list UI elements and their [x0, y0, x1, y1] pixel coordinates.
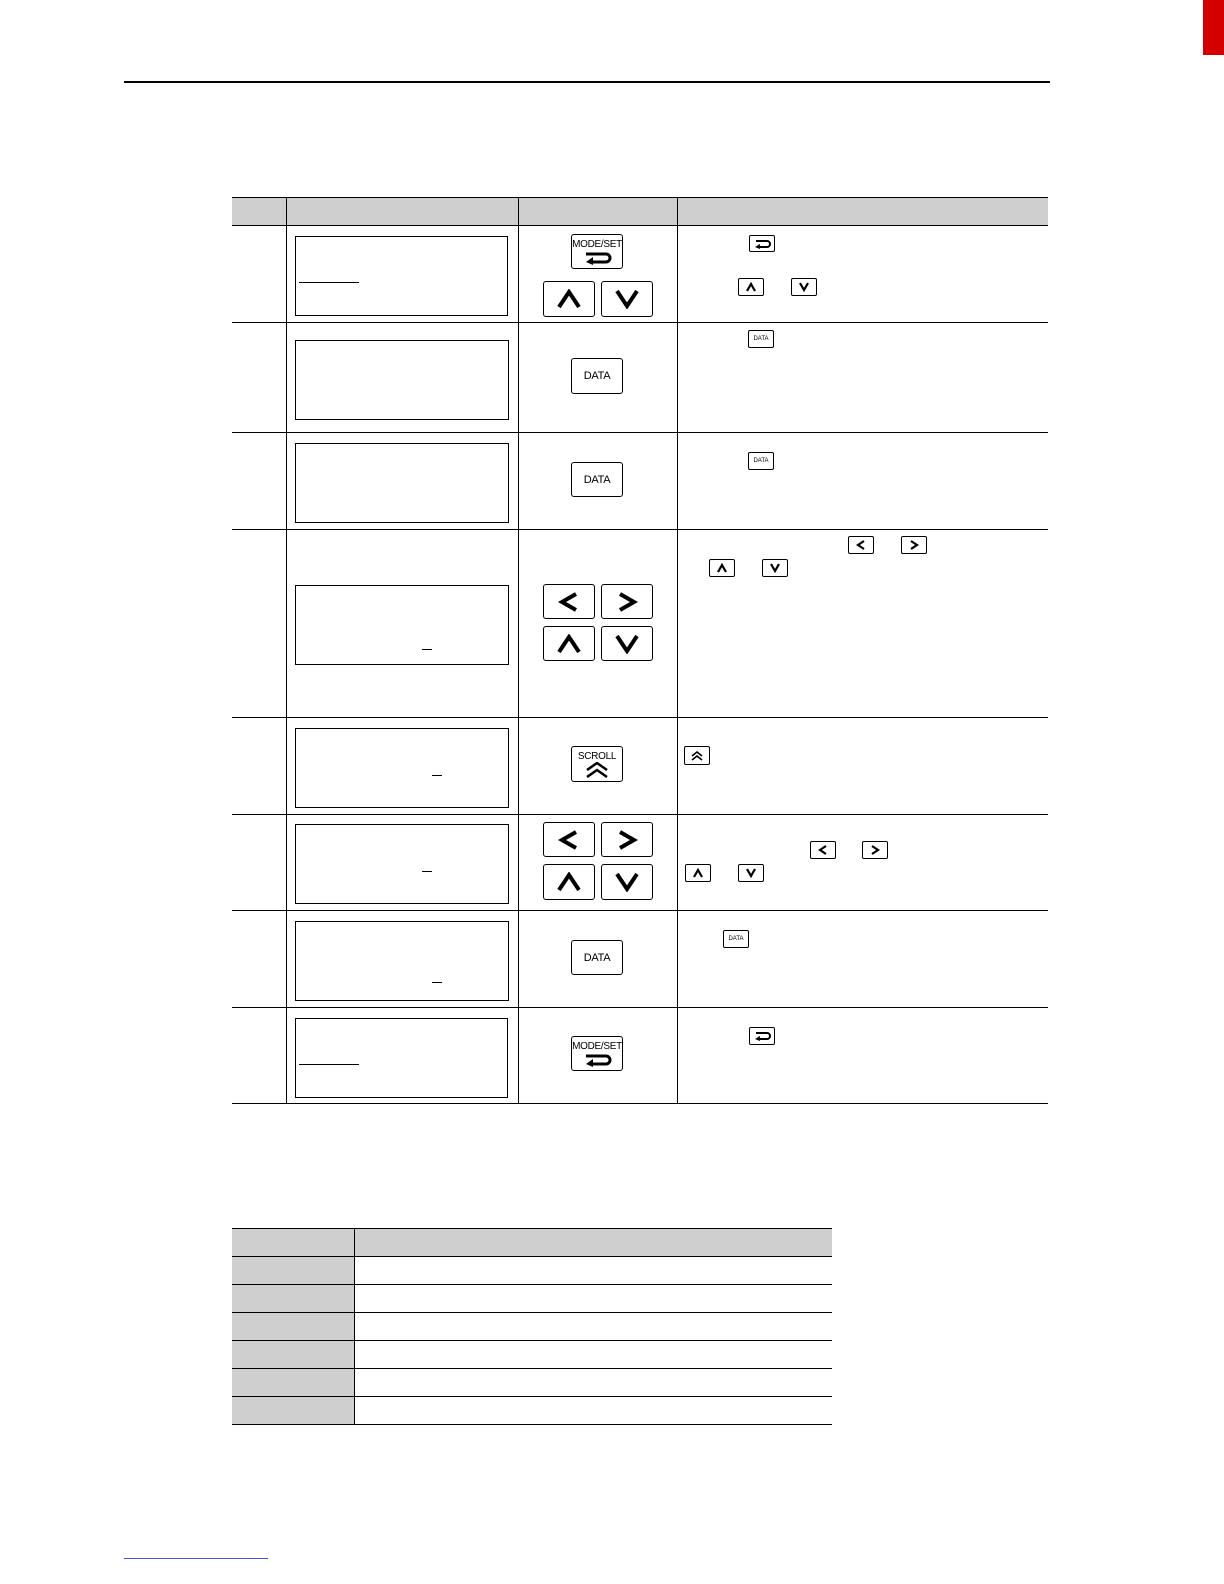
scroll-key-label: SCROLL: [577, 751, 617, 762]
reference-row-label-cell: [232, 1369, 354, 1396]
up-key[interactable]: [543, 281, 595, 317]
scroll-key[interactable]: [571, 746, 623, 782]
chevron-left-mini-icon: [810, 841, 836, 859]
table-rule: [232, 1256, 832, 1257]
mode-set-key[interactable]: [571, 1036, 623, 1071]
table-rule: [232, 197, 1048, 198]
display-panel: [295, 824, 509, 904]
table-rule: [232, 814, 1048, 815]
chevron-up-mini-icon: [709, 559, 735, 577]
data-mini-icon: DATA: [748, 452, 774, 470]
data-key-label: DATA: [583, 951, 611, 964]
mode-set-key[interactable]: [571, 234, 623, 269]
chevron-up-icon: [556, 289, 582, 309]
table-rule: [232, 1424, 832, 1425]
header-rule: [124, 81, 1050, 83]
table-rule: [232, 1312, 832, 1313]
display-panel: [295, 340, 509, 420]
mode-set-key-label: MODE/SET: [572, 239, 622, 250]
chevron-up-mini-icon: [685, 864, 711, 882]
chevron-right-mini-icon: [901, 536, 927, 554]
data-key-label: DATA: [583, 370, 611, 382]
chevron-right-icon: [616, 829, 638, 851]
page-edge-tab: [1203, 0, 1224, 55]
table-rule: [232, 1103, 1048, 1104]
table-rule: [232, 910, 1048, 911]
table-rule: [232, 322, 1048, 323]
chevron-up-mini-icon: [738, 278, 764, 296]
chevron-down-icon: [614, 634, 640, 654]
data-key[interactable]: [571, 462, 623, 497]
table-rule: [232, 717, 1048, 718]
table-rule: [232, 1284, 832, 1285]
scroll-mini-icon: [684, 746, 710, 765]
table-rule: [232, 432, 1048, 433]
down-key[interactable]: [601, 864, 653, 900]
reference-row-label-cell: [232, 1285, 354, 1312]
chevron-up-icon: [556, 872, 582, 892]
table-rule: [232, 1007, 1048, 1008]
mode-set-mini-icon: [749, 1027, 775, 1045]
reference-table-header: [232, 1229, 832, 1256]
chevron-right-icon: [616, 591, 638, 613]
table-rule: [518, 197, 519, 1104]
right-key[interactable]: [601, 822, 653, 857]
data-mini-icon: DATA: [723, 930, 749, 948]
up-key[interactable]: [543, 626, 595, 661]
left-key[interactable]: [543, 584, 595, 619]
data-key[interactable]: [571, 358, 623, 394]
table-rule: [354, 1228, 355, 1425]
footer-link-rule: [124, 1558, 268, 1559]
data-key-label: DATA: [583, 473, 611, 486]
chevron-down-mini-icon: [762, 559, 788, 577]
data-mini-icon: DATA: [748, 330, 774, 348]
up-key[interactable]: [543, 864, 595, 900]
left-key[interactable]: [543, 822, 595, 857]
chevron-left-icon: [558, 591, 580, 613]
table-rule: [232, 1228, 832, 1229]
table-rule: [232, 529, 1048, 530]
chevron-down-mini-icon: [738, 864, 764, 882]
return-arrow-icon: [582, 251, 612, 265]
chevron-right-mini-icon: [862, 841, 888, 859]
mode-set-mini-icon: [749, 235, 775, 252]
display-panel: [295, 1018, 508, 1098]
table-rule: [677, 197, 678, 1104]
mode-set-key-label: MODE/SET: [572, 1041, 622, 1052]
table-rule: [232, 1368, 832, 1369]
display-panel: [295, 443, 509, 523]
operation-table-header: [232, 197, 1048, 225]
down-key[interactable]: [601, 626, 653, 661]
display-panel: [295, 728, 509, 808]
chevron-up-icon: [556, 634, 582, 654]
reference-row-label-cell: [232, 1341, 354, 1368]
return-arrow-icon: [582, 1053, 612, 1067]
down-key[interactable]: [601, 281, 653, 317]
chevron-down-icon: [614, 872, 640, 892]
display-panel: [295, 921, 509, 1001]
reference-row-label-cell: [232, 1313, 354, 1340]
chevron-down-icon: [614, 289, 640, 309]
table-rule: [286, 197, 287, 1104]
table-rule: [232, 225, 1048, 226]
chevron-left-icon: [558, 829, 580, 851]
table-rule: [232, 1340, 832, 1341]
reference-row-label-cell: [232, 1397, 354, 1424]
display-panel: [295, 585, 509, 665]
chevron-left-mini-icon: [848, 536, 874, 554]
display-panel: [295, 236, 508, 316]
chevron-down-mini-icon: [791, 278, 817, 296]
reference-row-label-cell: [232, 1257, 354, 1284]
table-rule: [232, 1396, 832, 1397]
right-key[interactable]: [601, 584, 653, 619]
data-key[interactable]: [571, 940, 623, 975]
double-chevron-up-icon: [584, 762, 610, 778]
